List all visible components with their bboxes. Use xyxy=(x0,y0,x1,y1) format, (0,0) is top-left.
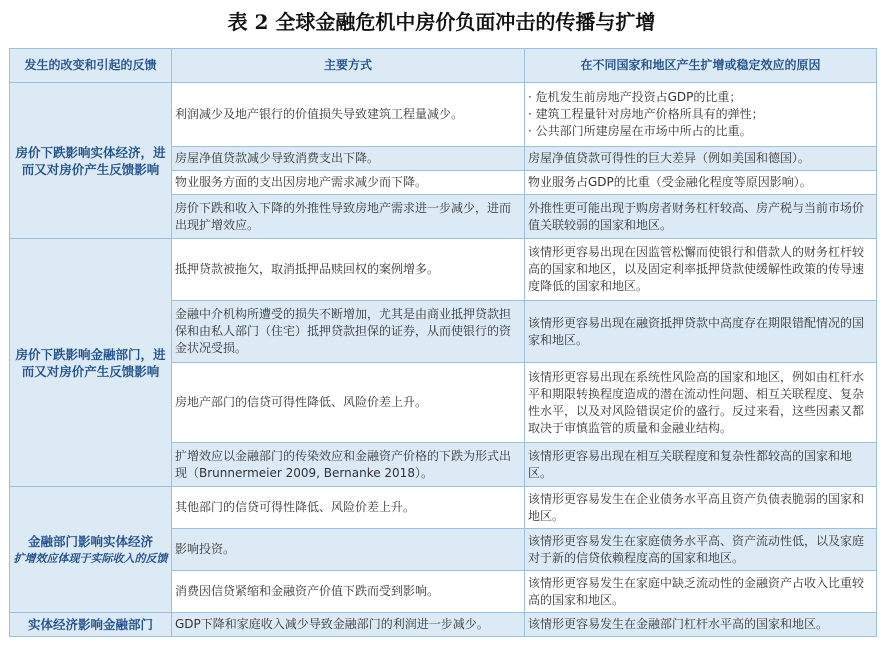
reason-cell: 该情形更容易发生在企业债务水平高且资产负债表脆弱的国家和地区。 xyxy=(525,487,877,529)
mechanism-cell: 影响投资。 xyxy=(172,529,525,571)
column-header-change: 发生的改变和引起的反馈 xyxy=(10,49,172,83)
reason-cell: 该情形更容易发生在家庭债务水平高、资产流动性低，以及家庭对于新的信贷依赖程度高的国家和地区。 xyxy=(525,529,877,571)
category-sublabel: 扩增效应体现于实际收入的反馈 xyxy=(13,551,168,565)
reason-cell: 该情形更容易出现在相互关联程度和复杂性都较高的国家和地区。 xyxy=(525,443,877,487)
table-row xyxy=(10,239,877,301)
table-title: 表 2 全球金融危机中房价负面冲击的传播与扩增 xyxy=(227,10,656,34)
column-header-reason: 在不同国家和地区产生扩增或稳定效应的原因 xyxy=(525,49,877,83)
mechanism-cell: 其他部门的信贷可得性降低、风险价差上升。 xyxy=(172,487,525,529)
table-row xyxy=(10,487,877,529)
category-label: 房价下跌影响金融部门，进而又对房价产生反馈影响 xyxy=(15,346,166,379)
category-label: 房价下跌影响实体经济，进而又对房价产生反馈影响 xyxy=(15,144,166,177)
column-header-mechanism: 主要方式 xyxy=(172,49,525,83)
reason-bullet: · 危机发生前房地产投资占GDP的比重； xyxy=(528,90,742,104)
header-row xyxy=(10,49,877,83)
category-label: 金融部门影响实体经济 xyxy=(27,533,153,549)
reason-cell: 房屋净值贷款可得性的巨大差异（例如美国和德国）。 xyxy=(525,147,877,171)
mechanism-cell: 消费因信贷紧缩和金融资产价值下跌而受到影响。 xyxy=(172,571,525,613)
transmission-table xyxy=(9,48,877,637)
table-row xyxy=(10,83,877,147)
reason-bullet: · 建筑工程量针对房地产价格所具有的弹性； xyxy=(528,107,764,121)
mechanism-cell: 扩增效应以金融部门的传染效应和金融资产价格的下跌为形式出现（Brunnermeier 2009, Bernanke 2018）。 xyxy=(172,443,525,487)
category-cell xyxy=(10,239,172,487)
mechanism-cell: 物业服务方面的支出因房地产需求减少而下降。 xyxy=(172,171,525,195)
mechanism-cell: 房屋净值贷款减少导致消费支出下降。 xyxy=(172,147,525,171)
mechanism-cell: GDP下降和家庭收入减少导致金融部门的利润进一步减少。 xyxy=(172,613,525,637)
reason-cell: 该情形更容易出现在因监管松懈而使银行和借款人的财务杠杆较高的国家和地区，以及固定利率抵押贷款使缓解性政策的传导速度降低的国家和地区。 xyxy=(525,239,877,301)
category-cell xyxy=(10,487,172,613)
reason-cell: 该情形更容易出现在融资抵押贷款中高度存在期限错配情况的国家和地区。 xyxy=(525,301,877,363)
mechanism-cell: 房地产部门的信贷可得性降低、风险价差上升。 xyxy=(172,363,525,443)
reason-cell: 外推性更可能出现于购房者财务杠杆较高、房产税与当前市场价值关联较弱的国家和地区。 xyxy=(525,195,877,239)
mechanism-cell: 金融中介机构所遭受的损失不断增加，尤其是由商业抵押贷款担保和由私人部门（住宅）抵押贷款担保的证券，从而使银行的资金状况受损。 xyxy=(172,301,525,363)
reason-bullet: · 公共部门所建房屋在市场中所占的比重。 xyxy=(528,124,752,138)
reason-cell: 该情形更容易出现在系统性风险高的国家和地区，例如由杠杆水平和期限转换程度造成的潜在流动性问题、相互关联程度、复杂性水平，以及对风险错误定价的盛行。反过来看，这些因素又都取决于审慎监管的质量和金融业结构。 xyxy=(525,363,877,443)
category-cell xyxy=(10,613,172,637)
reason-cell: 物业服务占GDP的比重（受金融化程度等原因影响）。 xyxy=(525,171,877,195)
category-label: 实体经济影响金融部门 xyxy=(27,617,153,632)
reason-cell: 该情形更容易发生在家庭中缺乏流动性的金融资产占收入比重较高的国家和地区。 xyxy=(525,571,877,613)
mechanism-cell: 利润减少及地产银行的价值损失导致建筑工程量减少。 xyxy=(172,83,525,147)
reason-cell xyxy=(525,83,877,147)
category-cell xyxy=(10,83,172,239)
table-row xyxy=(10,613,877,637)
reason-cell: 该情形更容易发生在金融部门杠杆水平高的国家和地区。 xyxy=(525,613,877,637)
mechanism-cell: 抵押贷款被拖欠，取消抵押品赎回权的案例增多。 xyxy=(172,239,525,301)
mechanism-cell: 房价下跌和收入下降的外推性导致房地产需求进一步减少，进而出现扩增效应。 xyxy=(172,195,525,239)
